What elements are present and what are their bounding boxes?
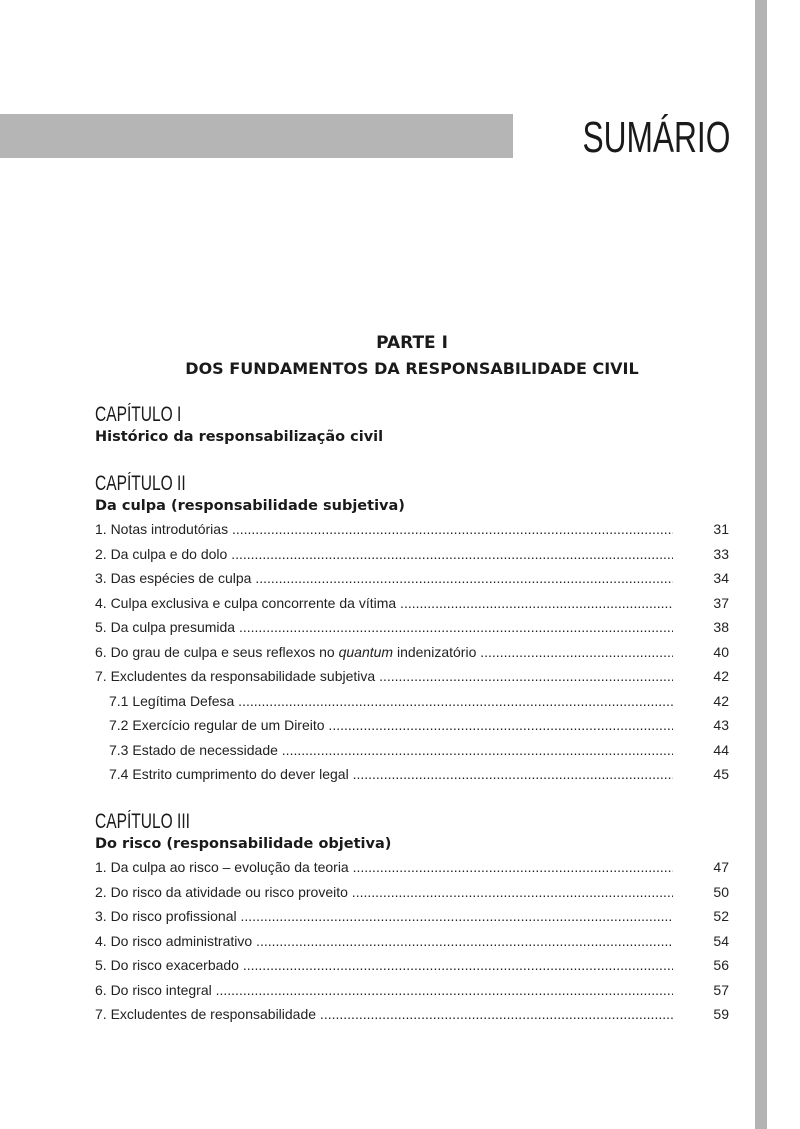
toc-entry-title: 3. Do risco profissional ..... (95, 904, 673, 929)
toc-page-number: 42 (713, 668, 729, 684)
toc-page-number: 43 (713, 717, 729, 733)
toc-page-number: 45 (713, 766, 729, 782)
toc-page-number: 42 (713, 692, 729, 709)
part-title: DOS FUNDAMENTOS DA RESPONSABILIDADE CIVIL (185, 359, 639, 378)
toc-page-number: 54 (713, 932, 729, 949)
toc-entry-title: 3. Das espécies de culpa ..... (95, 566, 673, 591)
toc-entry[interactable] (95, 953, 729, 978)
part-label: PARTE I (376, 333, 448, 353)
chapter-label: CAPÍTULO I (95, 403, 182, 426)
toc-page-number: 57 (713, 981, 729, 998)
chapter-title: Da culpa (responsabilidade subjetiva) (95, 498, 405, 514)
toc-list (95, 855, 729, 1027)
toc-entry[interactable] (95, 978, 729, 1003)
toc-entry-title: 6. Do risco integral ..... (95, 978, 673, 1003)
toc-entry[interactable] (95, 664, 729, 689)
chapter-title: Histórico da responsabilização civil (95, 429, 384, 445)
toc-entry-title: 7. Excludentes de responsabilidade ..... (95, 1002, 673, 1027)
toc-page-number: 37 (713, 594, 729, 611)
chapter-label: CAPÍTULO II (95, 472, 186, 495)
part-heading (95, 331, 729, 382)
toc-entry-title: 7.3 Estado de necessidade ..... (109, 738, 673, 763)
toc-entry[interactable] (95, 904, 729, 929)
page-title: SUMÁRIO (582, 113, 730, 162)
toc-entry-title: 7.4 Estrito cumprimento do dever legal ..... (109, 762, 673, 787)
toc-list (95, 517, 729, 787)
toc-entry[interactable] (95, 591, 729, 616)
toc-entry-title: 7.1 Legítima Defesa ..... (109, 689, 673, 714)
header-band (0, 114, 513, 158)
toc-page-number: 40 (713, 643, 729, 660)
toc-page-number: 56 (713, 957, 729, 973)
chapter-1 (95, 403, 729, 447)
toc-entry-title: 6. Do grau de culpa e seus reflexos no quantum indenizatório ..... (95, 640, 673, 665)
toc-entry[interactable] (95, 542, 729, 567)
toc-entry-title: 5. Do risco exacerbado ..... (95, 953, 673, 978)
toc-subentry[interactable] (95, 738, 729, 763)
toc-page-number: 38 (713, 619, 729, 635)
toc-subentry[interactable] (95, 689, 729, 714)
toc-subentry[interactable] (95, 762, 729, 787)
toc-entry-title: 1. Da culpa ao risco – evolução da teoria ..... (95, 855, 673, 880)
toc-page-number: 47 (713, 859, 729, 875)
toc-entry[interactable] (95, 615, 729, 640)
toc-entry-title: 5. Da culpa presumida ..... (95, 615, 673, 640)
toc-entry-title: 7. Excludentes da responsabilidade subjetiva ..... (95, 664, 673, 689)
toc-entry-title: 2. Da culpa e do dolo ..... (95, 542, 673, 567)
toc-entry[interactable] (95, 880, 729, 905)
chapter-3 (95, 810, 729, 1027)
toc-entry[interactable] (95, 929, 729, 954)
page-edge-bar (755, 0, 767, 1129)
chapter-label: CAPÍTULO III (95, 810, 190, 833)
toc-entry-title: 2. Do risco da atividade ou risco proveito ..... (95, 880, 673, 905)
toc-page-number: 31 (713, 521, 729, 537)
toc-entry-title: 7.2 Exercício regular de um Direito ..... (109, 713, 673, 738)
toc-page-number: 59 (713, 1006, 729, 1022)
chapter-2 (95, 472, 729, 787)
toc-entry[interactable] (95, 517, 729, 542)
toc-entry[interactable] (95, 640, 729, 665)
toc-entry-title: 4. Culpa exclusiva e culpa concorrente da vítima ..... (95, 591, 673, 616)
toc-page-number: 44 (713, 741, 729, 758)
toc-page-number: 52 (713, 908, 729, 924)
toc-subentry[interactable] (95, 713, 729, 738)
toc-entry[interactable] (95, 855, 729, 880)
toc-page-number: 50 (713, 883, 729, 900)
toc-page-number: 33 (713, 545, 729, 562)
toc-page-number: 34 (713, 570, 729, 586)
chapter-title: Do risco (responsabilidade objetiva) (95, 836, 392, 852)
toc-entry-title: 1. Notas introdutórias ..... (95, 517, 673, 542)
toc-entry[interactable] (95, 566, 729, 591)
toc-entry[interactable] (95, 1002, 729, 1027)
toc-entry-title: 4. Do risco administrativo ..... (95, 929, 673, 954)
